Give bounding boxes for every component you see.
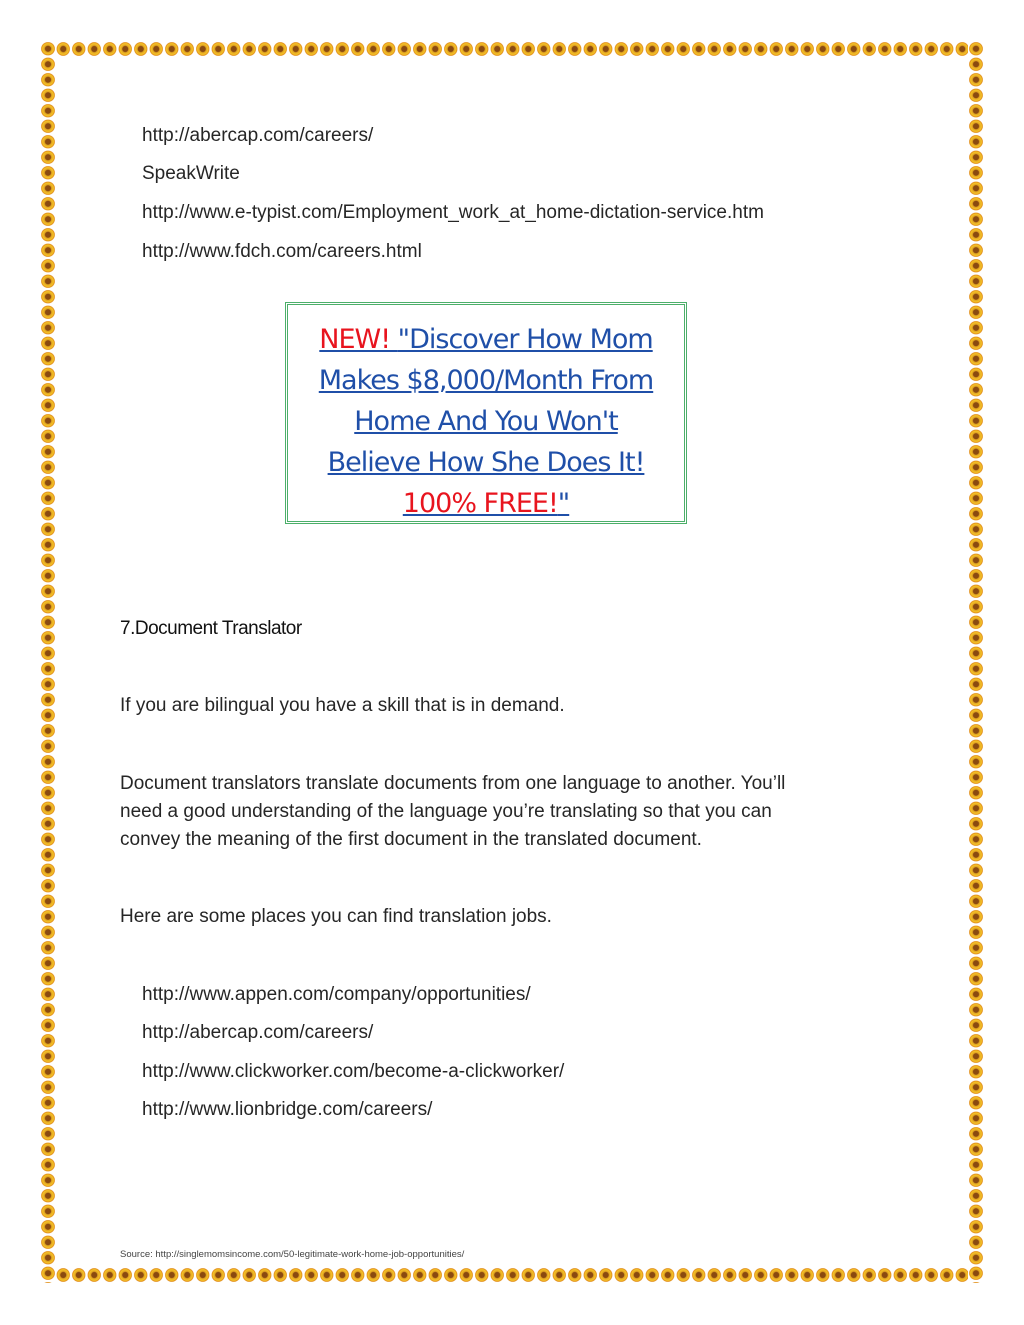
paragraph-translators bbox=[120, 770, 900, 854]
paragraph-places: Here are some places you can find translation jobs. bbox=[120, 906, 552, 927]
promo-line-2[interactable]: Makes $8,000/Month From bbox=[318, 365, 654, 396]
paragraph-translators-line-3: convey the meaning of the first document in the translated document. bbox=[120, 829, 702, 850]
source-footnote: Source: http://singlemomsincome.com/50-legitimate-work-home-job-opportunities/ bbox=[120, 1249, 465, 1260]
promo-line-3[interactable]: Home And You Won't bbox=[354, 406, 618, 437]
paragraph-translators-line-1: Document translators translate documents from one language to another. You’ll bbox=[120, 773, 786, 794]
link-abercap[interactable]: http://abercap.com/careers/ bbox=[142, 125, 374, 146]
paragraph-bilingual: If you are bilingual you have a skill that is in demand. bbox=[120, 695, 565, 716]
promo-text-1: "Discover How Mom bbox=[397, 324, 653, 355]
link-fdch[interactable]: http://www.fdch.com/careers.html bbox=[142, 241, 422, 262]
sunflower-border-right-icon bbox=[968, 41, 984, 1283]
link-speakwrite[interactable]: SpeakWrite bbox=[142, 163, 240, 184]
sunflower-border-left-icon bbox=[40, 41, 56, 1283]
promo-free-label: 100% FREE! bbox=[402, 488, 558, 519]
link-e-typist[interactable]: http://www.e-typist.com/Employment_work_at_home-dictation-service.htm bbox=[142, 202, 764, 223]
promo-closing-quote: " bbox=[557, 488, 570, 519]
link-abercap-2[interactable]: http://abercap.com/careers/ bbox=[142, 1022, 374, 1043]
link-lionbridge[interactable]: http://www.lionbridge.com/careers/ bbox=[142, 1099, 433, 1120]
promo-line-4[interactable]: Believe How She Does It! bbox=[327, 447, 645, 478]
promo-line-5[interactable] bbox=[288, 483, 684, 524]
section-heading: 7.Document Translator bbox=[120, 618, 302, 639]
paragraph-translators-line-2: need a good understanding of the language you’re translating so that you can bbox=[120, 801, 772, 822]
sunflower-border-top-icon bbox=[40, 41, 984, 57]
promo-ad-box[interactable] bbox=[285, 302, 687, 524]
link-clickworker[interactable]: http://www.clickworker.com/become-a-clickworker/ bbox=[142, 1061, 565, 1082]
promo-new-label: NEW! bbox=[319, 324, 398, 355]
sunflower-border-bottom-icon bbox=[40, 1267, 984, 1283]
link-appen[interactable]: http://www.appen.com/company/opportunities/ bbox=[142, 984, 531, 1005]
promo-line-1[interactable] bbox=[288, 319, 684, 360]
